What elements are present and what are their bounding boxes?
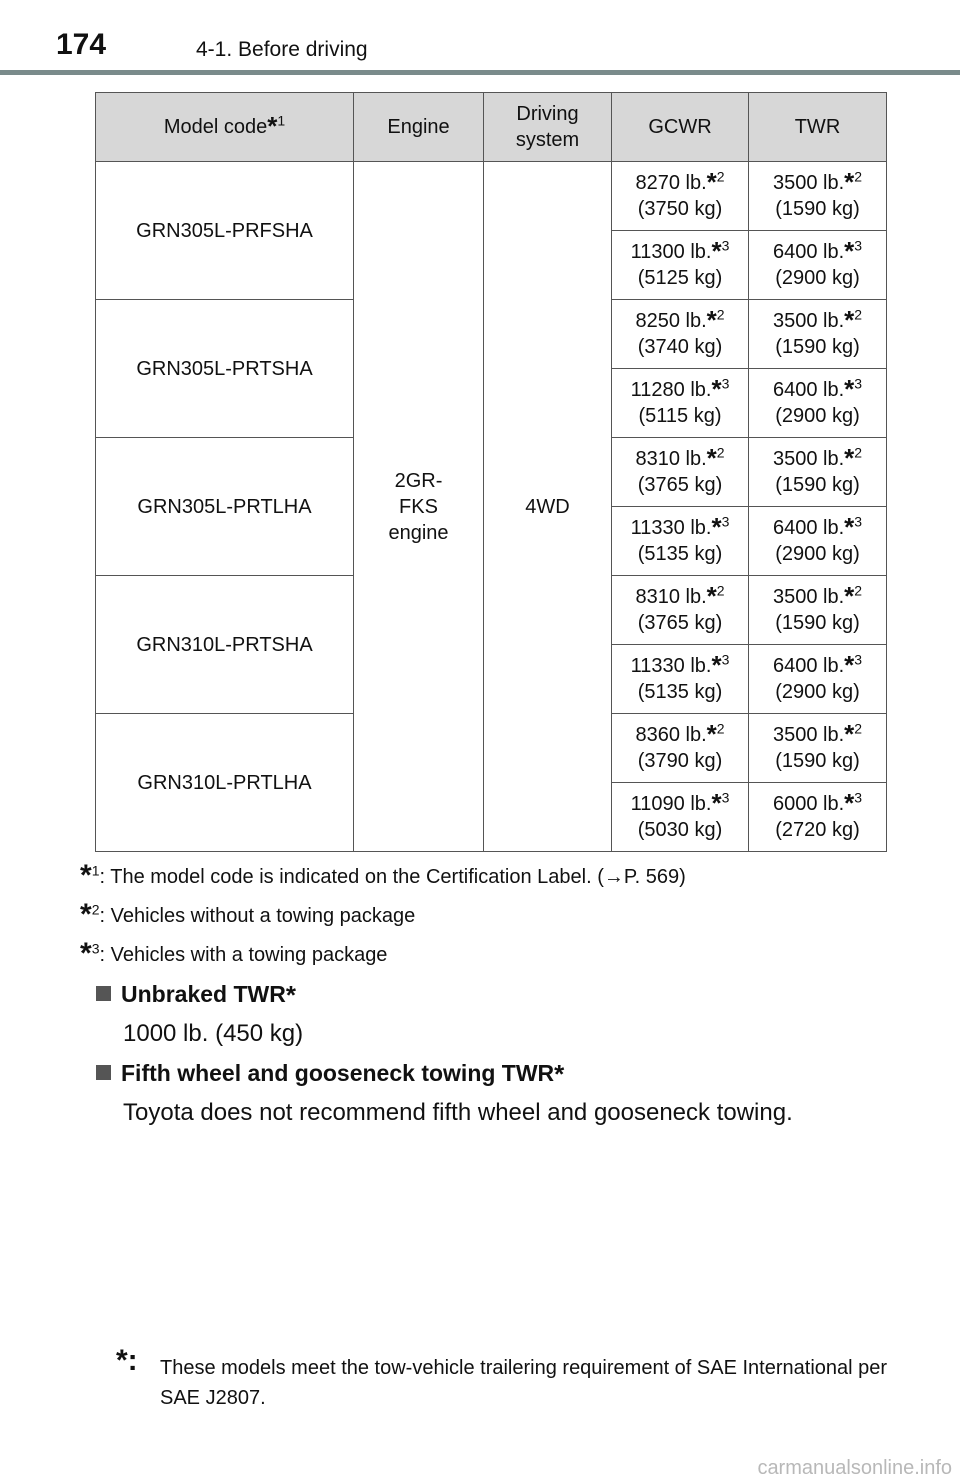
unbraked-twr-heading: Unbraked TWR*: [96, 981, 296, 1008]
header-gcwr: GCWR: [612, 93, 749, 162]
gcwr-cell: 8310 lb.*$^2$ (3765 kg): [612, 438, 749, 507]
model-code-cell: GRN310L-PRTSHA: [96, 576, 354, 714]
engine-cell: 2GR-FKS engine: [354, 162, 484, 852]
towing-capacity-table: [95, 92, 887, 852]
twr-cell: 3500 lb.*$^2$ (1590 kg): [749, 714, 887, 783]
watermark: carmanualsonline.info: [757, 1457, 952, 1479]
table-row: [96, 162, 887, 231]
header-driving-system: Driving system: [484, 93, 612, 162]
model-code-cell: GRN305L-PRTSHA: [96, 300, 354, 438]
gcwr-cell: 8250 lb.*$^2$ (3740 kg): [612, 300, 749, 369]
model-code-cell: GRN310L-PRTLHA: [96, 714, 354, 852]
gcwr-cell: 8270 lb.*$^2$ (3750 kg): [612, 162, 749, 231]
header-engine: Engine: [354, 93, 484, 162]
twr-cell: 6400 lb.*$^3$ (2900 kg): [749, 645, 887, 714]
header-rule: [0, 70, 960, 75]
twr-cell: 6400 lb.*$^3$ (2900 kg): [749, 507, 887, 576]
square-bullet-icon: [96, 1065, 111, 1080]
unbraked-twr-value: 1000 lb. (450 kg): [123, 1020, 304, 1047]
page-header: [0, 0, 960, 76]
twr-cell: 3500 lb.*$^2$ (1590 kg): [749, 438, 887, 507]
page-number: 174: [56, 28, 107, 61]
twr-cell: 6400 lb.*$^3$ (2900 kg): [749, 369, 887, 438]
fifth-wheel-body: Toyota does not recommend fifth wheel and gooseneck towing.: [123, 1099, 793, 1126]
bottom-footnote: [116, 1344, 888, 1409]
asterisk-marker: *:: [116, 1344, 138, 1377]
model-code-cell: GRN305L-PRFSHA: [96, 162, 354, 300]
square-bullet-icon: [96, 986, 111, 1001]
header-model-code: Model code*$^1$: [96, 93, 354, 162]
twr-cell: 3500 lb.*$^2$ (1590 kg): [749, 162, 887, 231]
header-twr: TWR: [749, 93, 887, 162]
section-title: 4-1. Before driving: [196, 38, 368, 61]
gcwr-cell: 11090 lb.*$^3$ (5030 kg): [612, 783, 749, 852]
twr-cell: 6000 lb.*$^3$ (2720 kg): [749, 783, 887, 852]
model-code-cell: GRN305L-PRTLHA: [96, 438, 354, 576]
twr-cell: 3500 lb.*$^2$ (1590 kg): [749, 300, 887, 369]
gcwr-cell: 8360 lb.*$^2$ (3790 kg): [612, 714, 749, 783]
gcwr-cell: 11280 lb.*$^3$ (5115 kg): [612, 369, 749, 438]
twr-cell: 6400 lb.*$^3$ (2900 kg): [749, 231, 887, 300]
gcwr-cell: 11330 lb.*$^3$ (5135 kg): [612, 507, 749, 576]
footnote-1: *$^1$: The model code is indicated on the Certification Label. (→P. 569): [80, 859, 686, 892]
bottom-footnote-text: These models meet the tow-vehicle trailering requirement of SAE International per SAE J2807.: [160, 1357, 888, 1409]
gcwr-cell: 11330 lb.*$^3$ (5135 kg): [612, 645, 749, 714]
gcwr-cell: 8310 lb.*$^2$ (3765 kg): [612, 576, 749, 645]
fifth-wheel-heading: Fifth wheel and gooseneck towing TWR*: [96, 1060, 564, 1087]
footnote-2: *$^2$: Vehicles without a towing package: [80, 898, 416, 931]
twr-cell: 3500 lb.*$^2$ (1590 kg): [749, 576, 887, 645]
gcwr-cell: 11300 lb.*$^3$ (5125 kg): [612, 231, 749, 300]
table-header-row: [96, 93, 887, 162]
footnote-3: *$^3$: Vehicles with a towing package: [80, 937, 388, 970]
driving-system-cell: 4WD: [484, 162, 612, 852]
